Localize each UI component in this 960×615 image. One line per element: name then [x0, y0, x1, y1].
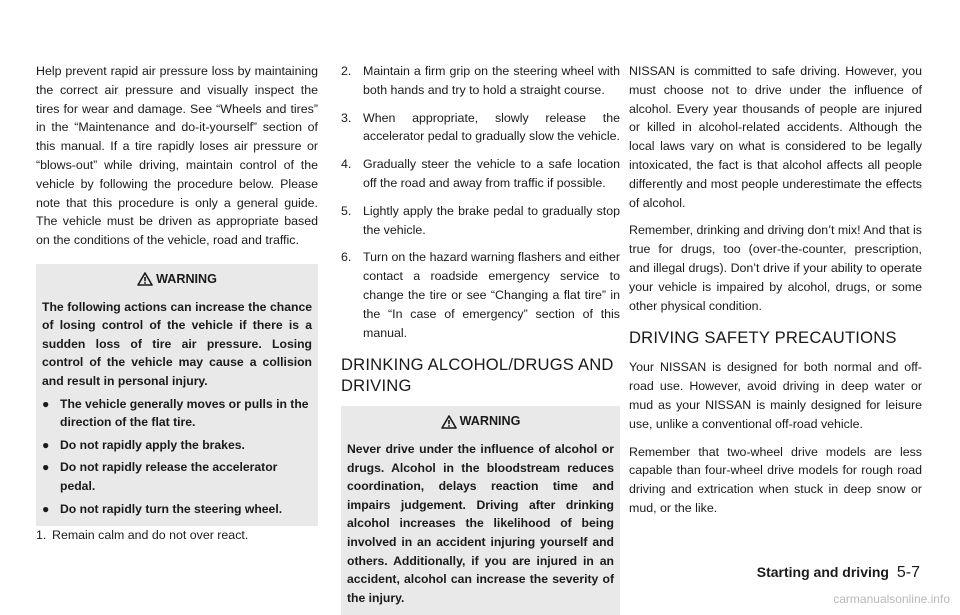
warning-title: WARNING — [347, 412, 614, 431]
list-item: 2. Maintain a firm grip on the steering wheel with both hands and try to hold a straight course. — [341, 64, 620, 97]
page-number: 5-7 — [896, 564, 920, 581]
paragraph: Your NISSAN is designed for both normal and off-road use. However, avoid driving in deep water or mud as your NISSAN is mainly designed for leisure use, unlike a conventional off-road vehicle. — [629, 360, 922, 431]
procedure-steps — [341, 62, 620, 342]
bullet-icon: ● — [42, 460, 50, 475]
watermark: carmanualsonline.info — [833, 592, 950, 606]
list-item: ● Do not rapidly turn the steering wheel. — [42, 500, 312, 519]
warning-title: WARNING — [42, 270, 312, 289]
list-item: ● Do not rapidly apply the brakes. — [42, 436, 312, 455]
list-item: 5. Lightly apply the brake pedal to gradually stop the vehicle. — [341, 203, 620, 237]
warning-text: Never drive under the influence of alcohol or drugs. Alcohol in the bloodstream reduces coordination, delays reaction time and impairs judgement. Driving after drinking alcohol increases the likelihood of being involved in an accident injuring yourself and others. Additionally, if you are injured in an accident, alcohol can increase the severity of the injury. — [347, 441, 614, 605]
section-heading-alcohol: DRINKING ALCOHOL/DRUGS AND DRIVING — [341, 355, 614, 396]
bullet-icon: ● — [42, 437, 50, 452]
intro-paragraph: Help prevent rapid air pressure loss by maintaining the correct air pressure and visually inspect the tires for wear and damage. See “Wheels and tires” in the “Maintenance and do-it-yourself” section of this manual. If a tire rapidly loses air pressure or “blows-out” while driving, maintain control of the vehicle by following the procedure below. Please note that this procedure is only a general guide. The vehicle must be driven as appropriate based on the conditions of the vehicle, road and traffic. — [36, 64, 318, 248]
footer-section-title: Starting and driving — [756, 564, 889, 580]
list-item: 3. When appropriate, slowly release the accelerator pedal to gradually slow the vehicle. — [341, 110, 620, 144]
warning-triangle-icon — [137, 272, 153, 286]
list-item: 4. Gradually steer the vehicle to a safe location off the road and away from traffic if possible. — [341, 157, 620, 190]
list-item: ● The vehicle generally moves or pulls in the direction of the flat tire. — [42, 396, 309, 430]
paragraph: Remember, drinking and driving don’t mix! And that is true for drugs, too (over-the-counter, prescription, and illegal drugs). Don’t drive if your ability to operate your vehicle is impaired by alcohol, drugs, or some other physical condition. — [629, 223, 922, 313]
column-middle — [341, 62, 620, 615]
warning-box-alcohol — [341, 406, 620, 615]
paragraph: Remember that two-wheel drive models are less capable than four-wheel drive models for rough road driving and extrication when stuck in deep snow or mud, or the like. — [629, 444, 922, 515]
column-left — [36, 62, 318, 554]
section-heading-safety: DRIVING SAFETY PRECAUTIONS — [629, 328, 897, 348]
column-right — [629, 62, 922, 518]
warning-text: The following actions can increase the chance of losing control of the vehicle if there is a sudden loss of tire air pressure. Losing control of the vehicle may cause a collision and result in personal injury. — [42, 299, 312, 388]
bullet-icon: ● — [42, 501, 50, 516]
page-footer — [757, 564, 920, 582]
paragraph: NISSAN is committed to safe driving. However, you must choose not to drive under the influence of alcohol. Every year thousands of people are injured or killed in alcohol-related accidents. Although the local laws vary on what is considered to be legally intoxicated, the fact is that alcohol affects all people differently and most people underestimate the effects of alcohol. — [629, 64, 922, 210]
warning-bullet-list — [42, 395, 312, 519]
list-item: 6. Turn on the hazard warning flashers and either contact a roadside emergency service to change the tire or see “Changing a flat tire” in the “In case of emergency” section of this manual. — [341, 250, 620, 340]
bullet-icon: ● — [42, 396, 50, 411]
procedure-steps-start — [36, 526, 318, 545]
warning-triangle-icon — [441, 415, 457, 429]
list-item: 1. Remain calm and do not over react. — [36, 528, 249, 543]
warning-box-tire — [36, 264, 318, 526]
list-item: ● Do not rapidly release the accelerator pedal. — [42, 460, 278, 493]
